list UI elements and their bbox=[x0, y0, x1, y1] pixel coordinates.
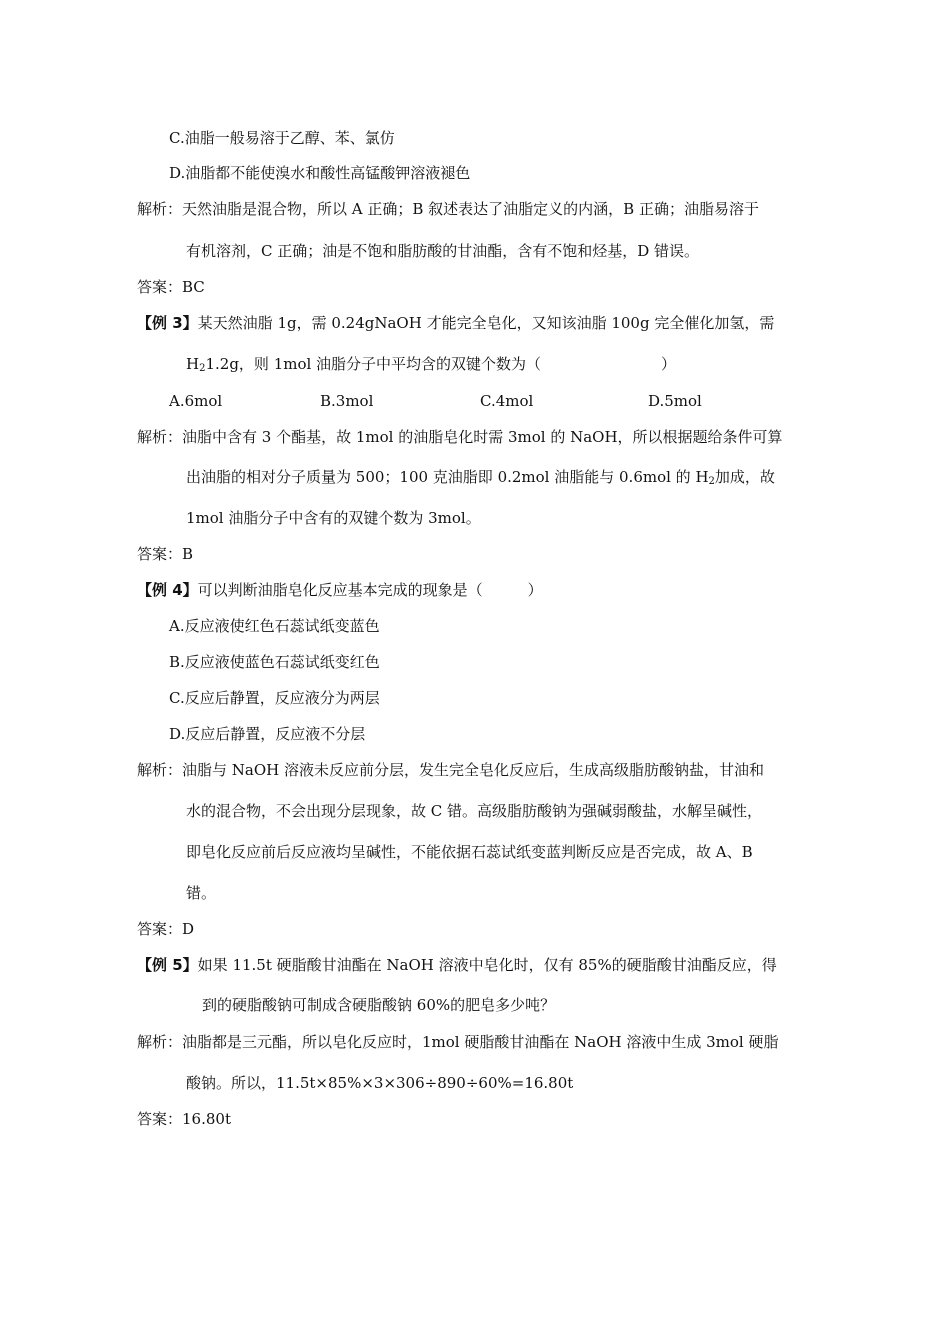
ex4-answer: 答案：D bbox=[137, 920, 195, 938]
ex2-option-d: D.油脂都不能使溴水和酸性高锰酸钾溶液褪色 bbox=[169, 164, 471, 182]
ex3-tag: 【例 3】 bbox=[137, 314, 198, 332]
ex4-analysis-line-3: 即皂化反应前后反应液均呈碱性，不能依据石蕊试纸变蓝判断反应是否完成，故 A、B bbox=[186, 843, 753, 861]
ex5-answer: 答案：16.80t bbox=[137, 1110, 231, 1128]
ex4-option-a: A.反应液使红色石蕊试纸变蓝色 bbox=[169, 617, 380, 635]
ex3-question-line-2: $H_21.2g$，则 1mol 油脂分子中平均含的双键个数为（ ） bbox=[186, 355, 677, 374]
ex5-question-line-1 bbox=[137, 955, 777, 975]
ex3-option-d: D.5mol bbox=[648, 392, 702, 410]
ex3-analysis-line-2: 出油脂的相对分子质量为 500；100 克油脂即 0.2mol 油脂能与 0.6mol 的 $H_2$加成，故 bbox=[186, 468, 775, 487]
ex5-question-line-2: 到的硬脂酸钠可制成含硬脂酸钠 60%的肥皂多少吨？ bbox=[202, 996, 556, 1014]
ex2-answer: 答案：BC bbox=[137, 278, 205, 296]
ex5-tag: 【例 5】 bbox=[137, 956, 198, 974]
ex3-analysis-line-1: 解析：油脂中含有 3 个酯基，故 1mol 的油脂皂化时需 3mol 的 NaOH，所以根据题给条件可算 bbox=[137, 428, 783, 446]
ex5-question-text: 如果 11.5t 硬脂酸甘油酯在 NaOH 溶液中皂化时，仅有 85%的硬脂酸甘油酯反应，得 bbox=[197, 956, 777, 974]
ex4-analysis-line-4: 错。 bbox=[186, 884, 217, 902]
ex4-tag: 【例 4】 bbox=[137, 581, 198, 599]
ex2-analysis-line-2: 有机溶剂，C 正确；油是不饱和脂肪酸的甘油酯，含有不饱和烃基，D 错误。 bbox=[186, 242, 700, 260]
ex4-question-text: 可以判断油脂皂化反应基本完成的现象是（ ） bbox=[197, 581, 543, 599]
ex2-option-c: C.油脂一般易溶于乙醇、苯、氯仿 bbox=[169, 129, 395, 147]
ex5-analysis-line-1: 解析：油脂都是三元酯，所以皂化反应时，1mol 硬脂酸甘油酯在 NaOH 溶液中生成 3mol 硬脂 bbox=[137, 1033, 779, 1051]
ex4-option-d: D.反应后静置，反应液不分层 bbox=[169, 725, 366, 743]
ex2-analysis-line-1: 解析：天然油脂是混合物，所以 A 正确；B 叙述表达了油脂定义的内涵，B 正确；油脂易溶于 bbox=[137, 200, 759, 218]
ex3-option-c: C.4mol bbox=[480, 392, 534, 410]
ex4-question bbox=[137, 580, 543, 600]
ex4-option-b: B.反应液使蓝色石蕊试纸变红色 bbox=[169, 653, 380, 671]
ex3-analysis-line-3: 1mol 油脂分子中含有的双键个数为 3mol。 bbox=[186, 509, 481, 527]
ex3-answer: 答案：B bbox=[137, 545, 194, 563]
ex3-option-b: B.3mol bbox=[320, 392, 374, 410]
ex3-option-a: A.6mol bbox=[169, 392, 223, 410]
ex5-analysis-line-2: 酸钠。所以，11.5t×85%×3×306÷890÷60%=16.80t bbox=[186, 1074, 574, 1092]
ex3-question-line-1 bbox=[137, 313, 774, 333]
ex4-analysis-line-2: 水的混合物，不会出现分层现象，故 C 错。高级脂肪酸钠为强碱弱酸盐，水解呈碱性， bbox=[186, 802, 763, 820]
ex4-analysis-line-1: 解析：油脂与 NaOH 溶液未反应前分层，发生完全皂化反应后，生成高级脂肪酸钠盐，甘油和 bbox=[137, 761, 764, 779]
ex4-option-c: C.反应后静置，反应液分为两层 bbox=[169, 689, 380, 707]
ex3-question-text: 某天然油脂 1g，需 0.24gNaOH 才能完全皂化，又知该油脂 100g 完全催化加氢，需 bbox=[197, 314, 775, 332]
